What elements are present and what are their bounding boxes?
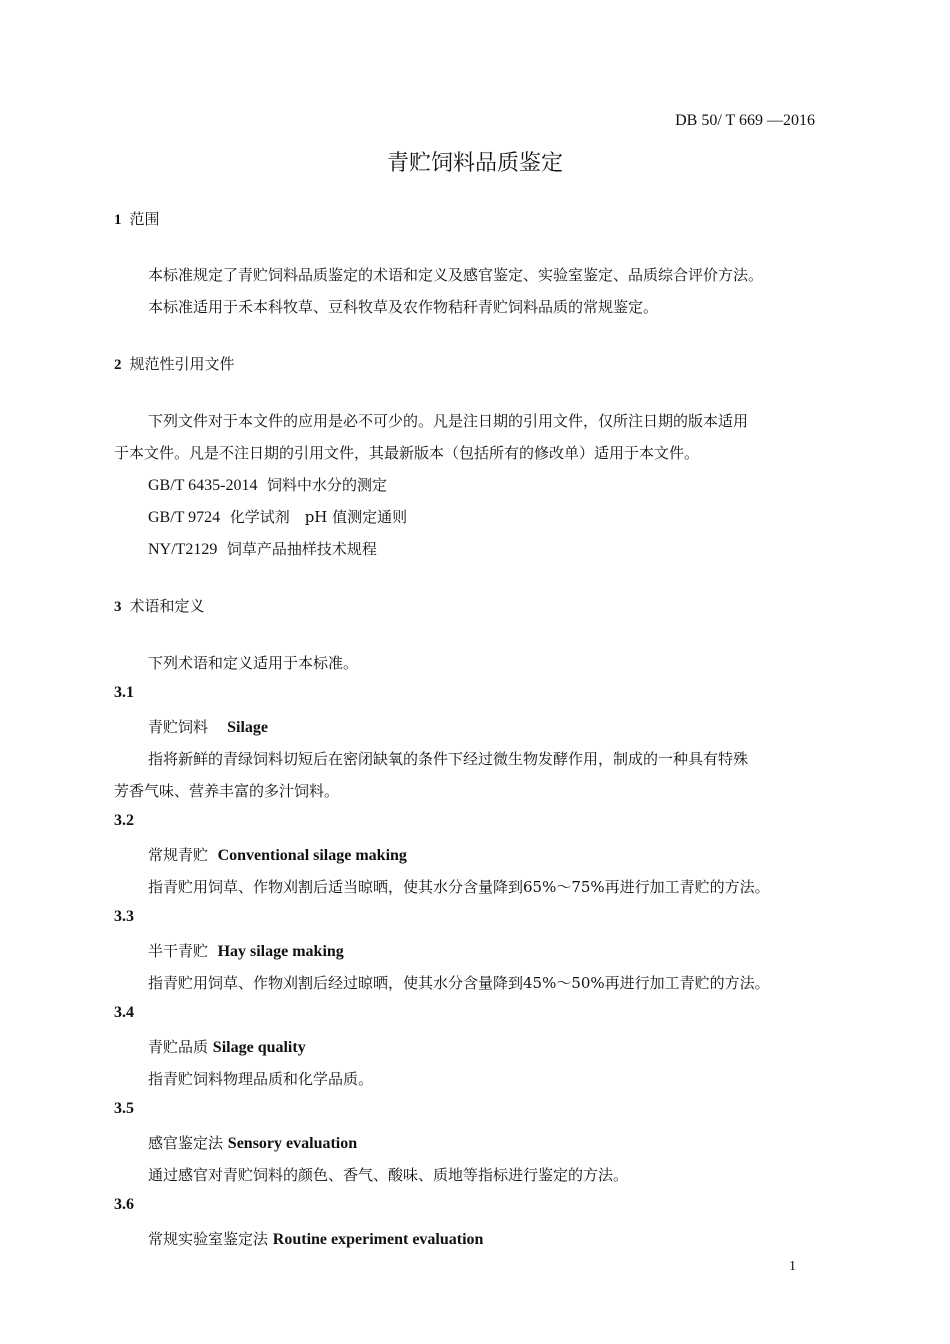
scope-paragraph-1: 本标准规定了青贮饲料品质鉴定的术语和定义及感官鉴定、实验室鉴定、品质综合评价方法。 <box>148 266 764 284</box>
clause-number: 3.4 <box>114 1004 134 1021</box>
document-title: 青贮饲料品质鉴定 <box>386 151 563 176</box>
section-title: 范围 <box>129 210 160 228</box>
terms-intro: 下列术语和定义适用于本标准。 <box>148 654 359 672</box>
section-3-heading <box>114 595 205 616</box>
reference-code: GB/T 6435-2014 <box>148 477 258 494</box>
term-en: Routine experiment evaluation <box>272 1231 484 1248</box>
clause-number: 3.3 <box>114 908 134 925</box>
term-heading <box>148 716 268 737</box>
reference-item <box>148 506 407 527</box>
reference-title: 化学试剂 pH 值测定通则 <box>229 508 408 526</box>
term-definition: 指青贮用饲草、作物刈割后适当晾晒，使其水分含量降到65%～75%再进行加工青贮的方法。 <box>148 878 770 896</box>
term-en: Sensory evaluation <box>227 1135 358 1152</box>
term-definition: 指青贮饲料物理品质和化学品质。 <box>148 1070 374 1088</box>
term-heading <box>148 1036 306 1057</box>
reference-code: NY/T2129 <box>148 541 218 558</box>
reference-title: 饲料中水分的测定 <box>267 476 388 494</box>
term-zh: 感官鉴定法 <box>148 1134 224 1152</box>
term-en: Hay silage making <box>217 943 344 960</box>
scope-paragraph-2: 本标准适用于禾本科牧草、豆科牧草及农作物秸秆青贮饲料品质的常规鉴定。 <box>148 298 659 316</box>
references-paragraph-line-2: 于本文件。凡是不注日期的引用文件，其最新版本（包括所有的修改单）适用于本文件。 <box>114 444 700 462</box>
section-title: 术语和定义 <box>129 597 205 615</box>
reference-item <box>148 538 377 559</box>
reference-item <box>148 474 387 495</box>
term-zh: 青贮品质 <box>148 1038 209 1056</box>
term-en: Conventional silage making <box>217 847 407 864</box>
term-definition: 指青贮用饲草、作物刈割后经过晾晒，使其水分含量降到45%～50%再进行加工青贮的方法。 <box>148 974 770 992</box>
section-1-heading <box>114 208 160 229</box>
reference-title: 饲草产品抽样技术规程 <box>226 540 377 558</box>
term-heading <box>148 1132 357 1153</box>
page-number: 1 <box>789 1259 796 1274</box>
clause-number: 3.1 <box>114 684 134 701</box>
clause-number: 3.5 <box>114 1100 134 1117</box>
term-en: Silage <box>227 719 268 736</box>
term-zh: 青贮饲料 <box>148 718 209 736</box>
term-en: Silage quality <box>212 1039 306 1056</box>
section-2-heading <box>114 353 235 374</box>
references-paragraph-line-1: 下列文件对于本文件的应用是必不可少的。凡是注日期的引用文件，仅所注日期的版本适用 <box>148 412 749 430</box>
section-number: 3 <box>114 599 122 615</box>
term-definition-line-2: 芳香气味、营养丰富的多汁饲料。 <box>114 782 340 800</box>
standard-code: DB 50/ T 669 —2016 <box>675 112 815 129</box>
section-number: 1 <box>114 212 122 228</box>
section-title: 规范性引用文件 <box>129 355 235 373</box>
term-zh: 半干青贮 <box>148 942 209 960</box>
term-definition: 通过感官对青贮饲料的颜色、香气、酸味、质地等指标进行鉴定的方法。 <box>148 1166 629 1184</box>
clause-number: 3.2 <box>114 812 134 829</box>
term-definition-line-1: 指将新鲜的青绿饲料切短后在密闭缺氧的条件下经过微生物发酵作用，制成的一种具有特殊 <box>148 750 749 768</box>
section-number: 2 <box>114 357 122 373</box>
term-heading <box>148 1228 483 1249</box>
term-zh: 常规青贮 <box>148 846 209 864</box>
term-zh: 常规实验室鉴定法 <box>148 1230 269 1248</box>
term-heading <box>148 844 407 865</box>
clause-number: 3.6 <box>114 1196 134 1213</box>
reference-code: GB/T 9724 <box>148 509 221 526</box>
term-heading <box>148 940 344 961</box>
